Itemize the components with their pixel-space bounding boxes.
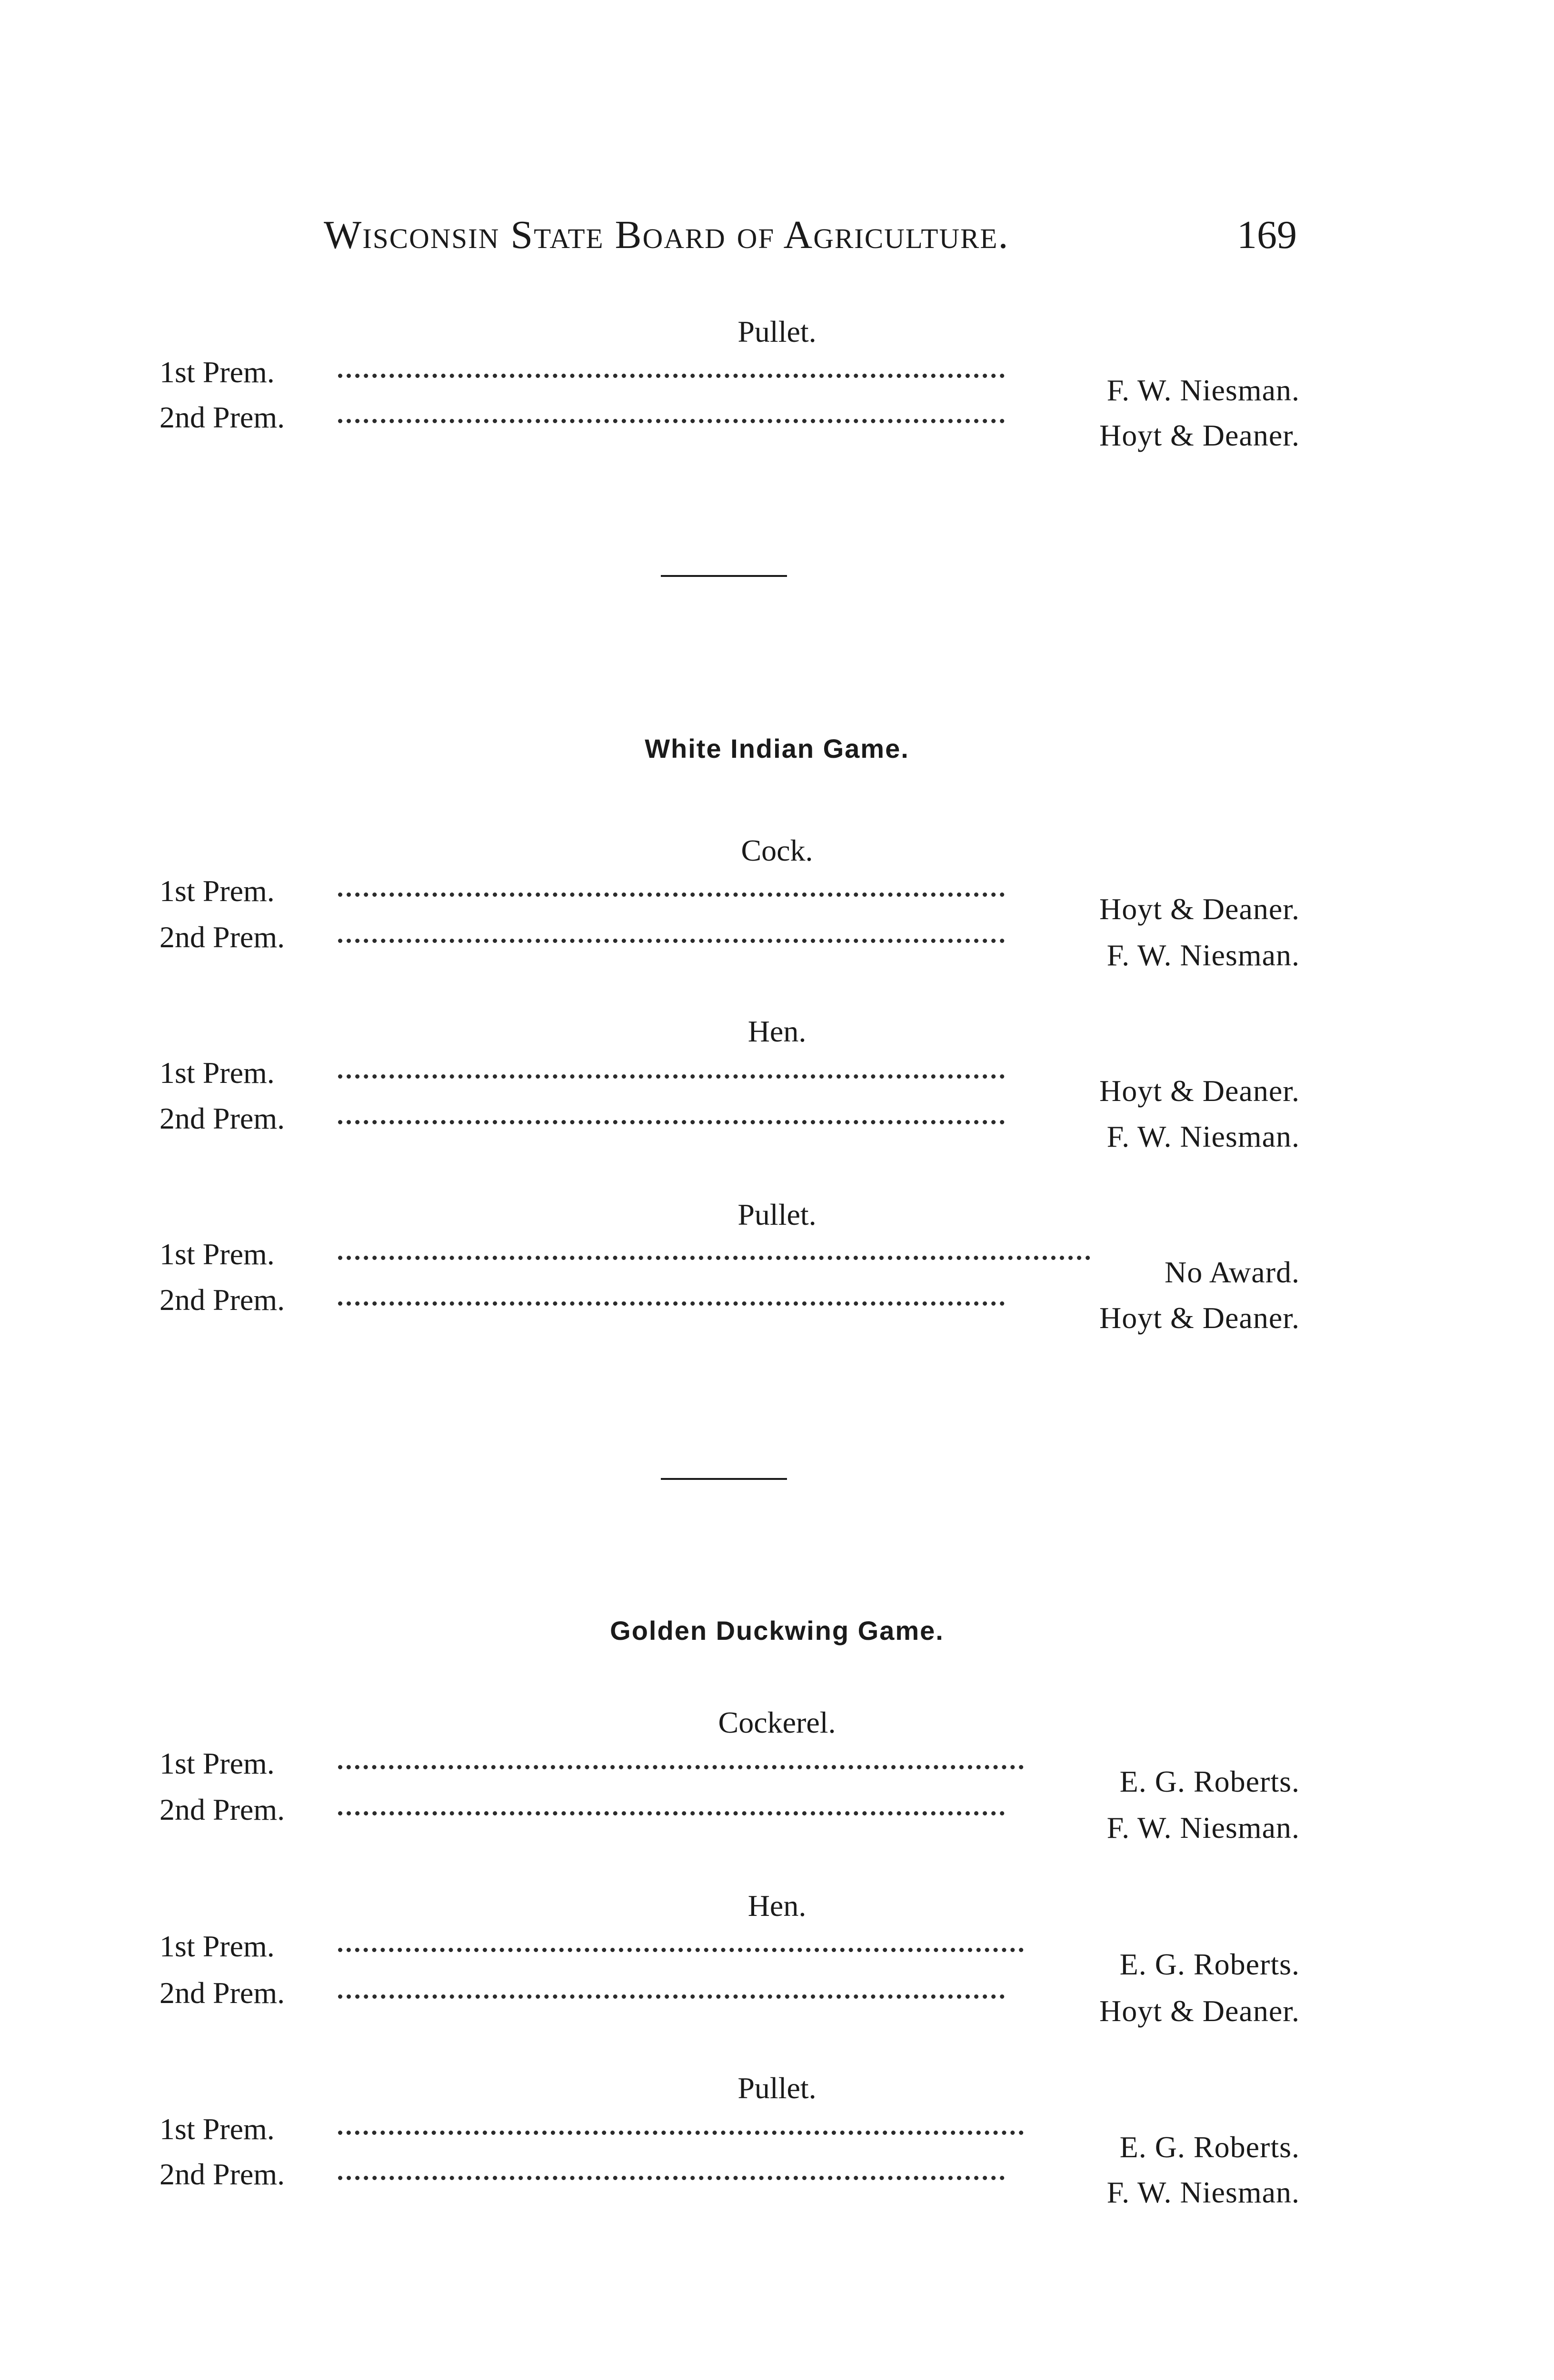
winner-name: F. W. Niesman. [1106,2175,1300,2209]
dot-leader [338,1994,1005,1999]
premium-label: 1st Prem. [159,1746,275,1780]
dot-leader [338,1120,1005,1124]
dot-leader [338,1256,1090,1260]
premium-label: 1st Prem. [159,2112,275,2146]
class-label-hen: Hen. [747,1014,807,1048]
winner-name: E. G. Roberts. [1119,2130,1300,2164]
award-entry [159,920,1300,972]
winner-name: E. G. Roberts. [1119,1947,1300,1981]
premium-label: 2nd Prem. [159,1976,285,2010]
section-divider [661,1478,787,1480]
winner-name: Hoyt & Deaner. [1099,1301,1300,1335]
dot-leader [338,2131,1024,2135]
premium-label: 2nd Prem. [159,2157,285,2191]
winner-name: Hoyt & Deaner. [1099,1074,1300,1108]
award-entry [159,1929,1300,1981]
premium-label: 1st Prem. [159,1929,275,1963]
award-entry [159,2157,1300,2209]
winner-name: Hoyt & Deaner. [1099,1994,1300,2028]
dot-leader [338,374,1005,378]
award-entry [159,1792,1300,1844]
award-entry [159,1055,1300,1108]
award-entry [159,400,1300,452]
award-entry [159,1101,1300,1153]
winner-name: Hoyt & Deaner. [1099,892,1300,926]
dot-leader [338,419,1005,423]
dot-leader [338,1301,1005,1306]
premium-label: 1st Prem. [159,874,275,908]
winner-name: F. W. Niesman. [1106,373,1300,407]
premium-label: 1st Prem. [159,1056,275,1090]
class-label-cock: Cock. [741,833,813,867]
premium-label: 1st Prem. [159,355,275,389]
winner-name: F. W. Niesman. [1106,1120,1300,1153]
winner-name: F. W. Niesman. [1106,1811,1300,1844]
section-title-golden-duckwing-game: Golden Duckwing Game. [610,1616,944,1646]
class-label-hen: Hen. [747,1889,807,1923]
premium-label: 2nd Prem. [159,400,285,434]
page-number: 169 [1237,213,1297,257]
award-entry [159,355,1300,407]
premium-label: 2nd Prem. [159,1283,285,1317]
award-entry [159,2112,1300,2164]
winner-name: Hoyt & Deaner. [1099,418,1300,452]
header-title: Wisconsin State Board of Agriculture. [324,213,1009,257]
class-label-pullet: Pullet. [737,2071,817,2105]
winner-name: No Award. [1165,1255,1300,1289]
dot-leader [338,1948,1024,1952]
premium-label: 1st Prem. [159,1237,275,1271]
dot-leader [338,2176,1005,2180]
award-entry [159,873,1300,926]
winner-name: E. G. Roberts. [1119,1765,1300,1798]
award-entry [159,1237,1300,1289]
class-label-pullet: Pullet. [737,1198,817,1231]
running-header [0,212,1554,274]
section-divider [661,575,787,577]
dot-leader [338,892,1005,897]
premium-label: 2nd Prem. [159,920,285,954]
award-entry [159,1975,1300,2028]
premium-label: 2nd Prem. [159,1793,285,1826]
dot-leader [338,939,1005,943]
dot-leader [338,1074,1005,1079]
premium-label: 2nd Prem. [159,1101,285,1135]
winner-name: F. W. Niesman. [1106,938,1300,972]
award-entry [159,1282,1300,1335]
award-entry [159,1746,1300,1798]
section-title-white-indian-game: White Indian Game. [645,734,909,764]
class-label-pullet: Pullet. [737,315,817,348]
dot-leader [338,1811,1005,1815]
class-label-cockerel: Cockerel. [718,1706,836,1739]
dot-leader [338,1765,1024,1769]
